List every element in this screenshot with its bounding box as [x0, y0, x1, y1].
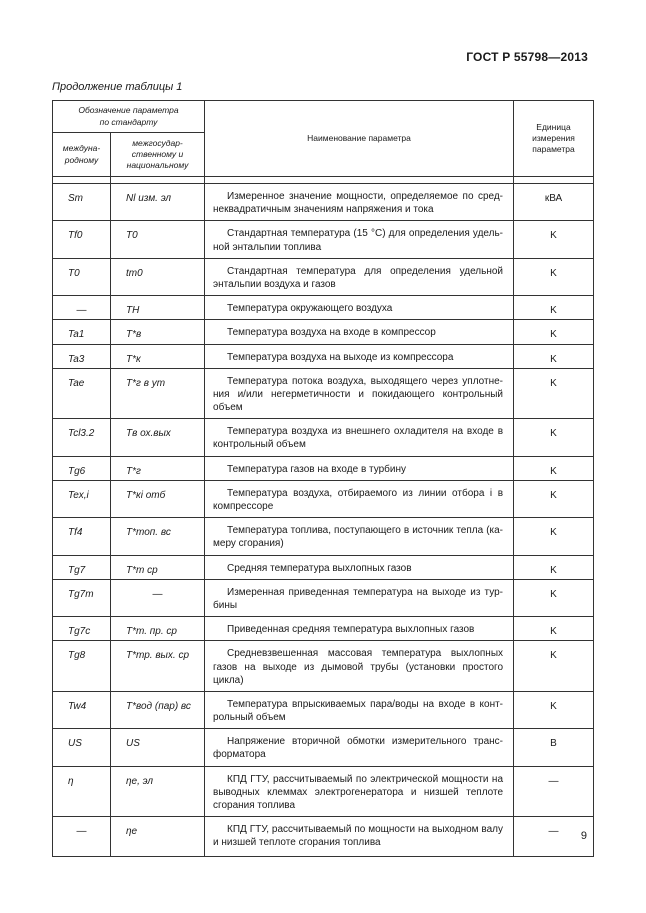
designation-group-header: Обозначение параметра по стандарту [53, 101, 205, 133]
table-row [53, 617, 594, 641]
table-row [53, 344, 594, 368]
international-designation: Ta1 [53, 320, 111, 344]
parameter-name: Приведенная средняя температура выхлопных газов [205, 617, 514, 641]
unit-of-measure: K [514, 296, 594, 320]
national-designation: tm0 [111, 258, 205, 295]
international-designation: Tg7m [53, 579, 111, 616]
unit-of-measure: K [514, 344, 594, 368]
international-designation: — [53, 296, 111, 320]
unit-of-measure: — [514, 817, 594, 857]
international-standard-header: междуна- родному [53, 133, 111, 177]
international-designation: Tae [53, 368, 111, 419]
unit-of-measure: K [514, 368, 594, 419]
unit-of-measure: K [514, 641, 594, 692]
international-designation: Tg6 [53, 456, 111, 480]
international-designation: — [53, 817, 111, 857]
national-designation: Tв ох.вых [111, 419, 205, 456]
table-row [53, 296, 594, 320]
national-designation: US [111, 729, 205, 766]
unit-of-measure: K [514, 691, 594, 728]
international-designation: η [53, 766, 111, 817]
unit-of-measure: K [514, 555, 594, 579]
parameter-name: Средняя температура выхлопных газов [205, 555, 514, 579]
international-designation: Sm [53, 184, 111, 221]
international-designation: Tf0 [53, 221, 111, 258]
table-row [53, 518, 594, 555]
national-designation: T*г [111, 456, 205, 480]
table-row [53, 258, 594, 295]
parameter-name: Измеренная приведенная температура на выходе из тур-бины [205, 579, 514, 616]
parameter-name: Температура газов на входе в турбину [205, 456, 514, 480]
parameter-name: Стандартная температура (15 °C) для определения удель-ной энтальпии топлива [205, 221, 514, 258]
unit-of-measure: B [514, 729, 594, 766]
parameter-name: Температура потока воздуха, выходящего через уплотне-ния и/или негерметичности и покидающего контрольный объем [205, 368, 514, 419]
national-designation: T*в [111, 320, 205, 344]
international-designation: Ta3 [53, 344, 111, 368]
unit-of-measure: K [514, 258, 594, 295]
international-designation: Tf4 [53, 518, 111, 555]
national-designation: T*т ср [111, 555, 205, 579]
international-designation: T0 [53, 258, 111, 295]
national-designation: T*т. пр. ср [111, 617, 205, 641]
national-designation: — [111, 579, 205, 616]
international-designation: US [53, 729, 111, 766]
interstate-standard-header: межгосудар- ственному и национальному [111, 133, 205, 177]
parameter-name: Температура топлива, поступающего в источник тепла (ка-меру сгорания) [205, 518, 514, 555]
table-row [53, 221, 594, 258]
parameter-name: Температура воздуха на входе в компрессор [205, 320, 514, 344]
table-continuation-caption: Продолжение таблицы 1 [52, 81, 183, 93]
national-designation: T*топ. вс [111, 518, 205, 555]
parameter-name: Напряжение вторичной обмотки измерительного транс-форматора [205, 729, 514, 766]
unit-of-measure: K [514, 221, 594, 258]
national-designation: T0 [111, 221, 205, 258]
header-separator-row [53, 177, 594, 184]
parameter-name: Измеренное значение мощности, определяемое по сред-неквадратичным значениям напряжения и тока [205, 184, 514, 221]
international-designation: Tcl3.2 [53, 419, 111, 456]
unit-of-measure: кВА [514, 184, 594, 221]
table-row [53, 184, 594, 221]
national-designation: ηe [111, 817, 205, 857]
unit-of-measure: K [514, 617, 594, 641]
unit-of-measure: K [514, 480, 594, 517]
unit-of-measure: K [514, 579, 594, 616]
parameter-name: Температура окружающего воздуха [205, 296, 514, 320]
national-designation: Nl изм. эл [111, 184, 205, 221]
parameters-table [52, 100, 594, 857]
parameter-name: КПД ГТУ, рассчитываемый по мощности на выходном валу и низшей теплоте сгорания топлива [205, 817, 514, 857]
parameter-name: Температура воздуха, отбираемого из линии отбора i в компрессоре [205, 480, 514, 517]
national-designation: T*тр. вых. ср [111, 641, 205, 692]
international-designation: Tg8 [53, 641, 111, 692]
international-designation: Tw4 [53, 691, 111, 728]
parameter-name: Температура воздуха из внешнего охладителя на входе в контрольный объем [205, 419, 514, 456]
parameter-name: КПД ГТУ, рассчитываемый по электрической мощности на выводных клеммах электрогенератора и низшей теплоте сгорания топлива [205, 766, 514, 817]
parameter-name: Средневзвешенная массовая температура выхлопных газов на выходе из дымовой трубы (установки простого цикла) [205, 641, 514, 692]
national-designation: ηe, эл [111, 766, 205, 817]
parameter-name: Температура воздуха на выходе из компрессора [205, 344, 514, 368]
table-row [53, 456, 594, 480]
international-designation: Tg7 [53, 555, 111, 579]
unit-header: Единица измерения параметра [514, 101, 594, 177]
table-row [53, 817, 594, 857]
unit-of-measure: — [514, 766, 594, 817]
unit-of-measure: K [514, 456, 594, 480]
unit-of-measure: K [514, 518, 594, 555]
table-row [53, 480, 594, 517]
parameter-name-header: Наименование параметра [205, 101, 514, 177]
table-row [53, 691, 594, 728]
parameter-name: Стандартная температура для определения удельной энтальпии воздуха и газов [205, 258, 514, 295]
national-designation: T*вод (пар) вс [111, 691, 205, 728]
table-row [53, 555, 594, 579]
international-designation: Tg7c [53, 617, 111, 641]
national-designation: T*г в ут [111, 368, 205, 419]
national-designation: T*кi отб [111, 480, 205, 517]
table-row [53, 368, 594, 419]
table-row [53, 729, 594, 766]
international-designation: Tex,i [53, 480, 111, 517]
unit-of-measure: K [514, 320, 594, 344]
national-designation: TH [111, 296, 205, 320]
parameter-name: Температура впрыскиваемых пара/воды на входе в конт-рольный объем [205, 691, 514, 728]
page-number: 9 [580, 830, 587, 842]
table-row [53, 320, 594, 344]
table-row [53, 641, 594, 692]
table-row [53, 419, 594, 456]
unit-of-measure: K [514, 419, 594, 456]
national-designation: T*к [111, 344, 205, 368]
document-code: ГОСТ Р 55798—2013 [466, 50, 588, 64]
table-row [53, 766, 594, 817]
table-row [53, 579, 594, 616]
